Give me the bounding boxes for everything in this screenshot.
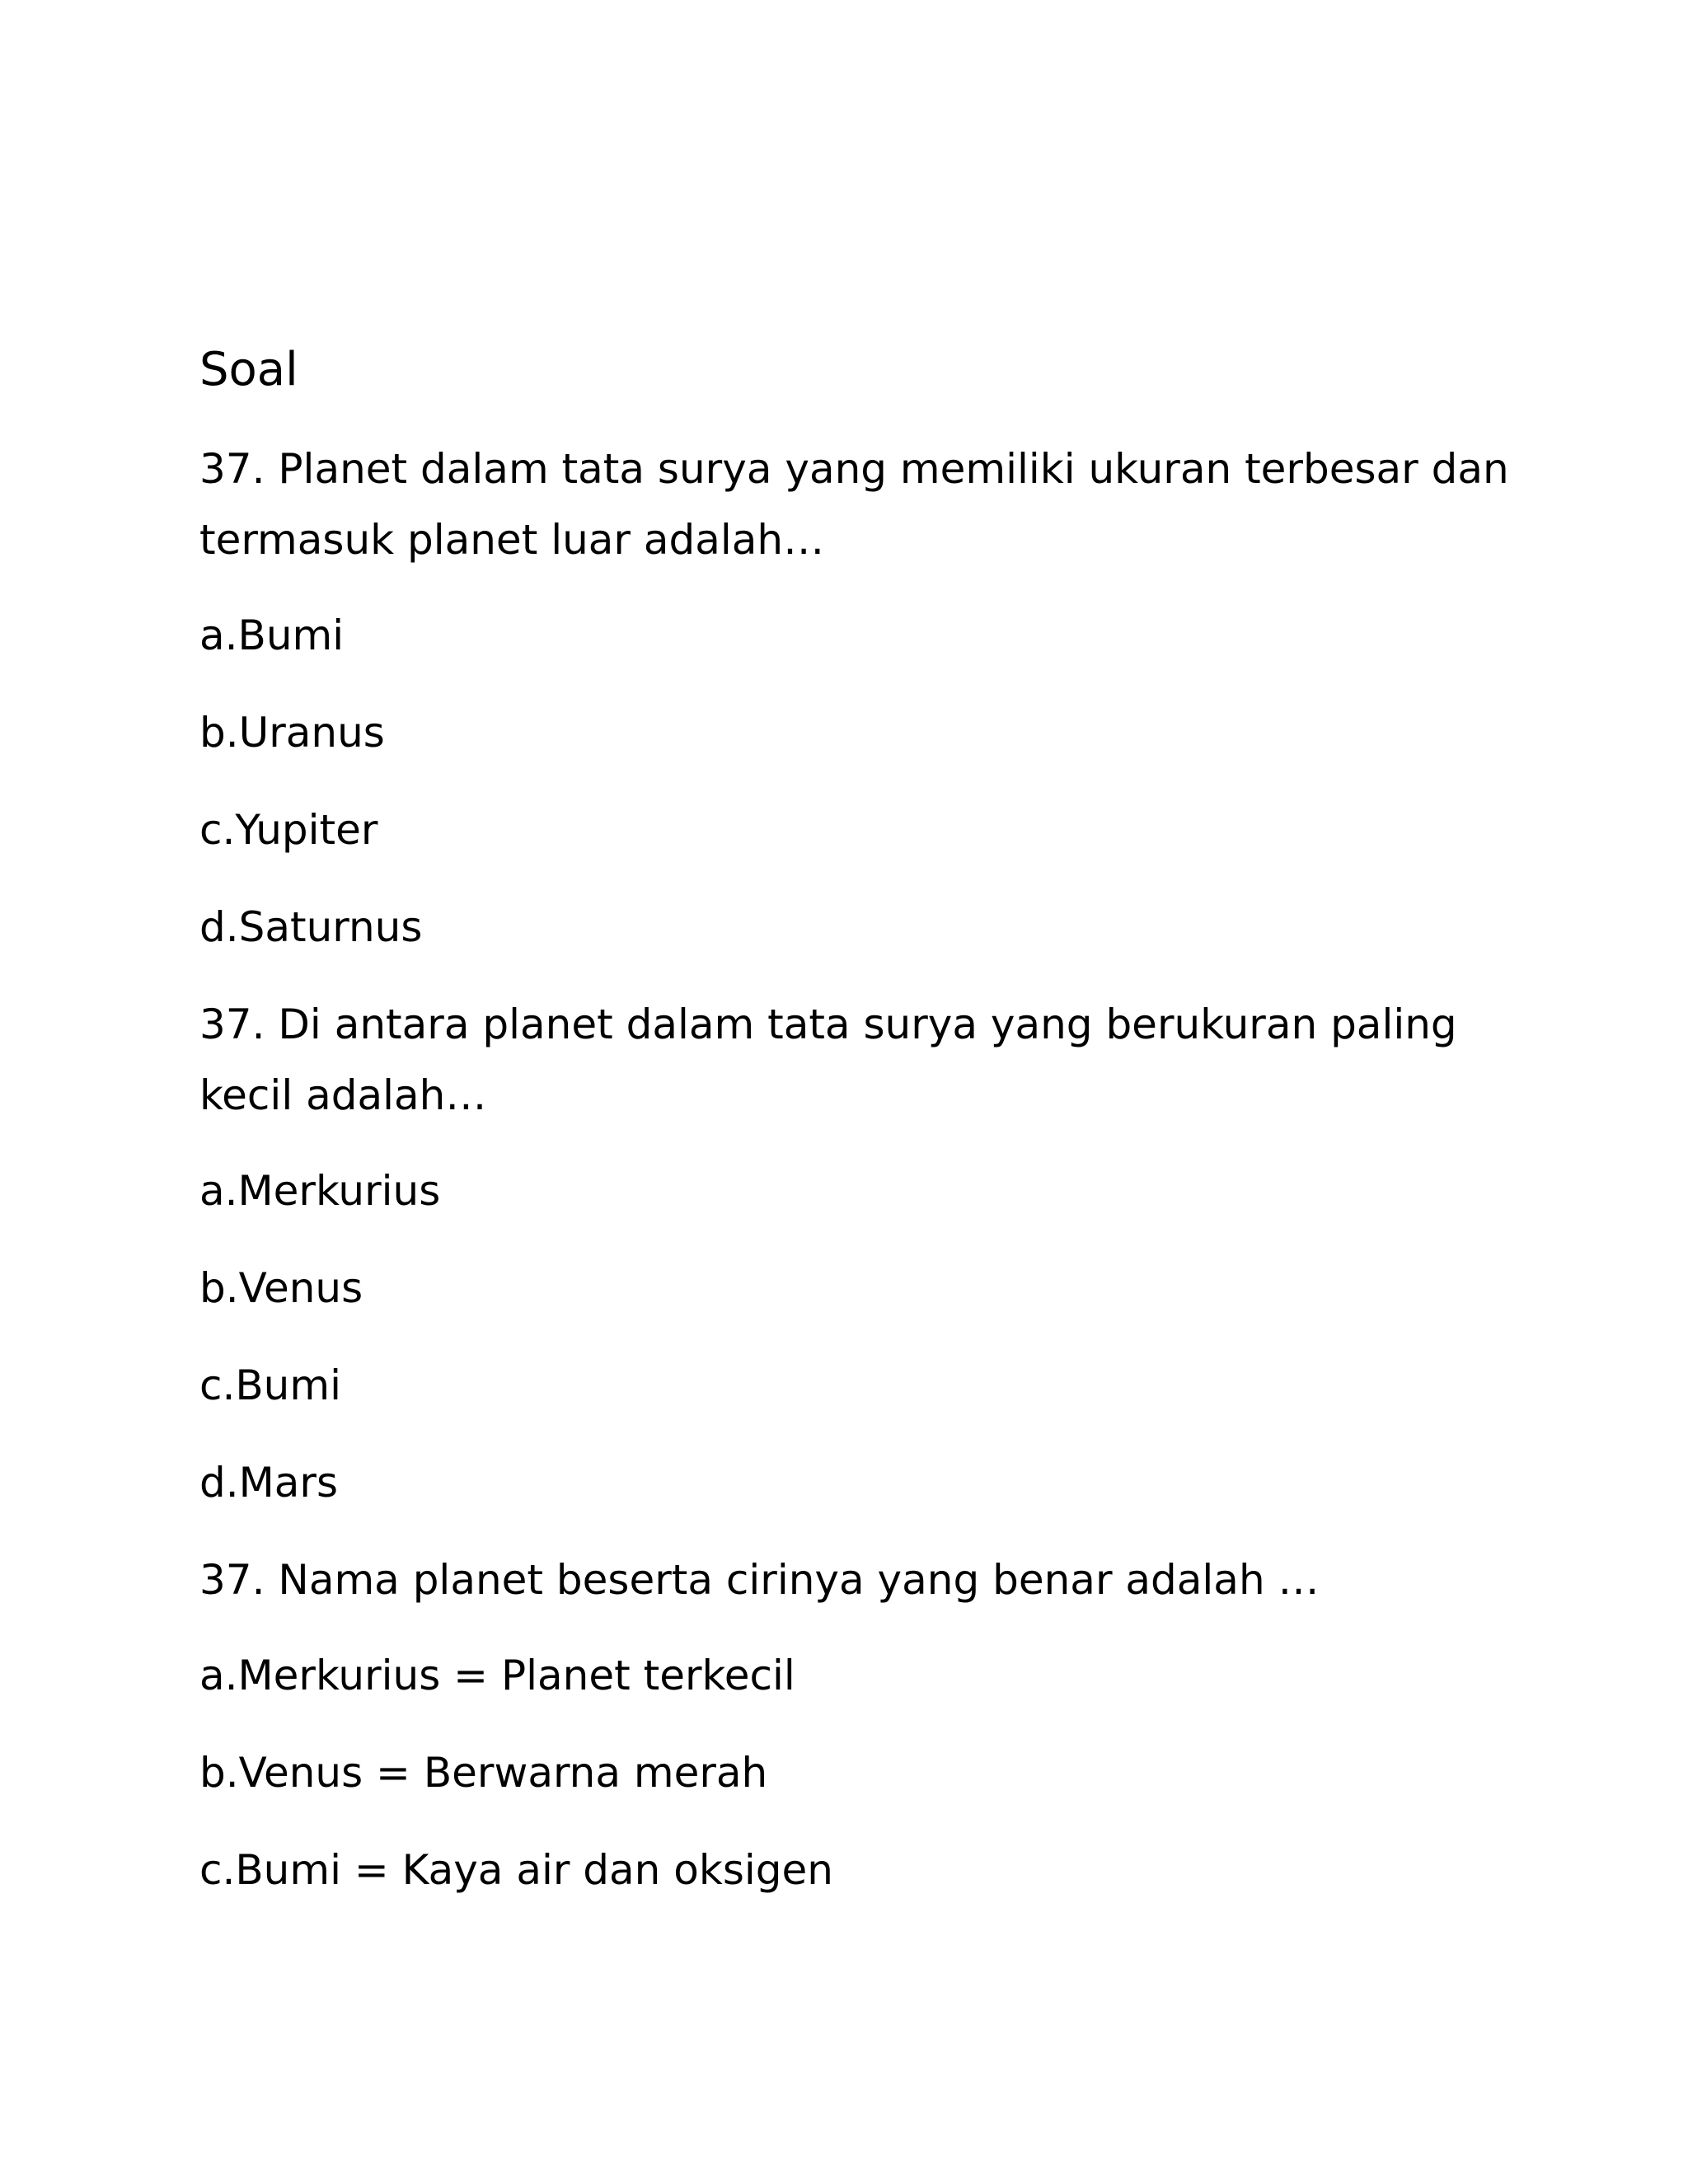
answer-option: b.Venus = Berwarna merah [199,1749,768,1797]
answer-option: a.Bumi [199,612,345,659]
answer-option: d.Saturnus [199,903,423,951]
answer-option: b.Venus [199,1264,363,1312]
question-text: 37. Planet dalam tata surya yang memiliki ukuran terbesar dan termasuk planet luar adalah… [199,445,1509,564]
answer-option: a.Merkurius = Planet terkecil [199,1652,795,1699]
question-2 [199,989,1510,1518]
answer-option: c.Bumi = Kaya air dan oksigen [199,1846,833,1894]
answer-option: a.Merkurius [199,1167,441,1215]
answer-option: c.Bumi [199,1361,341,1409]
document-content [199,340,1510,1932]
question-text: 37. Nama planet beserta cirinya yang benar adalah … [199,1556,1320,1604]
page-title: Soal [199,343,298,396]
question-3 [199,1544,1510,1905]
answer-option: c.Yupiter [199,806,378,854]
question-text: 37. Di antara planet dalam tata surya yang berukuran paling kecil adalah… [199,1001,1457,1119]
question-1 [199,434,1510,963]
answer-option: d.Mars [199,1459,339,1507]
answer-option: b.Uranus [199,709,385,757]
